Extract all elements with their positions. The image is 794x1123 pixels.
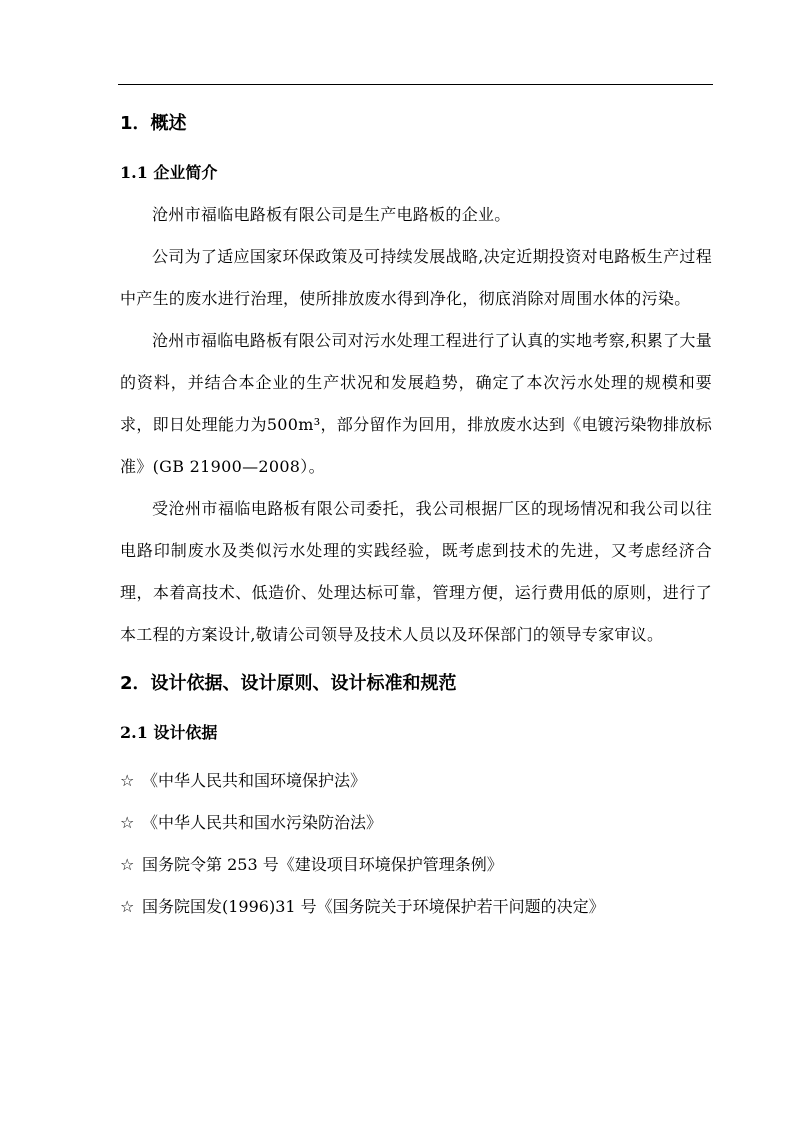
list-item-text: 《中华人民共和国环境保护法》 (142, 771, 367, 790)
list-item (120, 852, 712, 878)
paragraph-3: 沧州市福临电路板有限公司对污水处理工程进行了认真的实地考察,积累了大量的资料，并结合本企业的生产状况和发展趋势，确定了本次污水处理的规模和要求，即日处理能力为500m³，部分留作为回用，排放废水达到《电镀污染物排放标准》(GB 21900—2008）。 (120, 331, 712, 476)
basis-list (120, 768, 712, 920)
document-body (120, 110, 712, 920)
list-item-text: 国务院国发(1996)31 号《国务院关于环境保护若干问题的决定》 (142, 897, 605, 916)
star-icon: ☆ (120, 813, 135, 832)
header-rule (118, 84, 713, 85)
paragraph-4: 受沧州市福临电路板有限公司委托，我公司根据厂区的现场情况和我公司以往电路印制废水及类似污水处理的实践经验，既考虑到技术的先进，又考虑经济合理，本着高技术、低造价、处理达标可靠，管理方便，运行费用低的原则，进行了本工程的方案设计,敬请公司领导及技术人员以及环保部门的领导专家审议。 (120, 499, 712, 644)
list-item (120, 894, 712, 920)
list-item-text: 国务院令第 253 号《建设项目环境保护管理条例》 (142, 855, 503, 874)
paragraph-1: 沧州市福临电路板有限公司是生产电路板的企业。 (152, 205, 511, 224)
section-1-paragraphs (120, 194, 712, 656)
list-item (120, 768, 712, 794)
list-item-text: 《中华人民共和国水污染防治法》 (142, 813, 383, 832)
section-2-heading: 2．设计依据、设计原则、设计标准和规范 (120, 673, 457, 694)
section-1-1-heading: 1.1 企业简介 (120, 163, 218, 182)
star-icon: ☆ (120, 771, 135, 790)
section-2-1-heading: 2.1 设计依据 (120, 723, 218, 742)
star-icon: ☆ (120, 897, 135, 916)
paragraph-2: 公司为了适应国家环保政策及可持续发展战略,决定近期投资对电路板生产过程中产生的废水进行治理，使所排放废水得到净化，彻底消除对周围水体的污染。 (120, 247, 712, 308)
section-1-heading: 1．概述 (120, 113, 187, 134)
list-item (120, 810, 712, 836)
star-icon: ☆ (120, 855, 135, 874)
